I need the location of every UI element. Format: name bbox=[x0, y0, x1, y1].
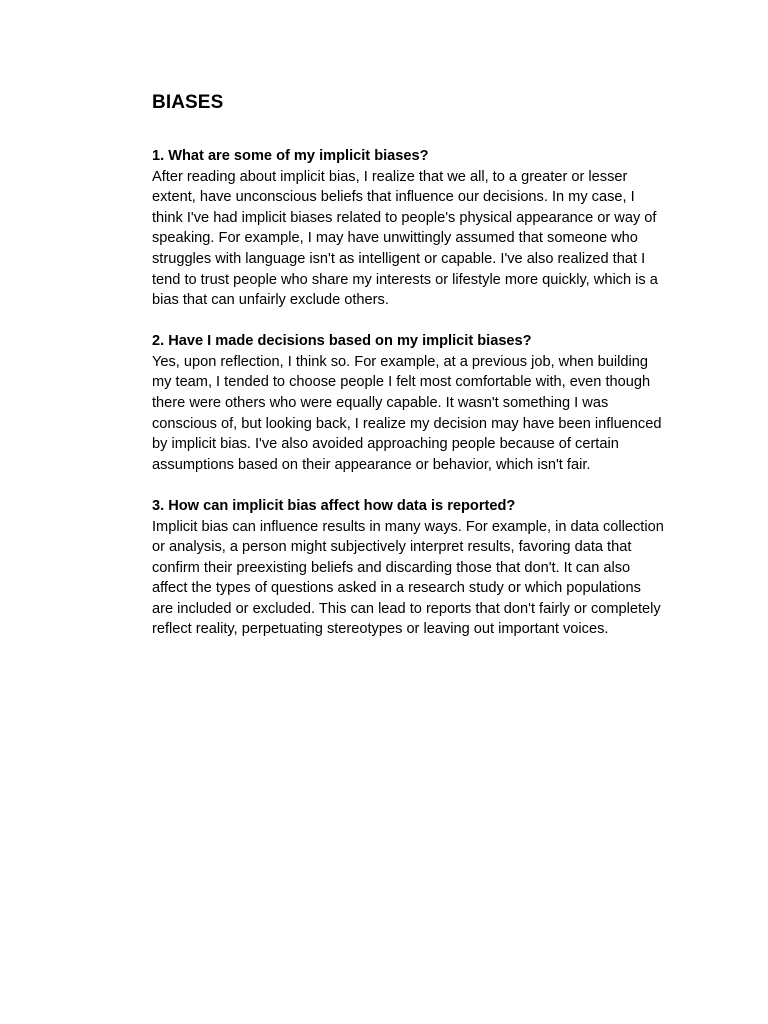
section-question: 1. What are some of my implicit biases? bbox=[152, 148, 429, 164]
section-question: 3. How can implicit bias affect how data is reported? bbox=[152, 497, 516, 514]
section-1 bbox=[152, 146, 664, 311]
document-title: BIASES bbox=[152, 92, 224, 113]
document-page bbox=[152, 90, 664, 661]
section-3 bbox=[152, 496, 664, 640]
section-question: 2. Have I made decisions based on my implicit biases? bbox=[152, 333, 532, 350]
section-answer: Yes, upon reflection, I think so. For example, at a previous job, when building my team, I tended to choose people I felt most comfortable with, even though there were others who were equally capable. It wasn't something I was conscious of, but looking back, I realize my decision may have been influenced by implicit bias. I've also avoided approaching people because of certain assumptions based on their appearance or behavior, which isn't fair. bbox=[152, 353, 662, 473]
section-answer: After reading about implicit bias, I realize that we all, to a greater or lesser extent, have unconscious beliefs that influence our decisions. In my case, I think I've had implicit biases related to people's physical appearance or way of speaking. For example, I may have unwittingly assumed that someone who struggles with language isn't as intelligent or capable. I've also realized that I tend to trust people who share my interests or lifestyle more quickly, which is a bias that can unfairly exclude others. bbox=[152, 168, 658, 309]
section-answer: Implicit bias can influence results in many ways. For example, in data collection or analysis, a person might subjectively interpret results, favoring data that confirm their preexisting beliefs and discarding those that don't. It can also affect the types of questions asked in a research study or which populations are included or excluded. This can lead to reports that don't fairly or completely reflect reality, perpetuating stereotypes or leaving out important voices. bbox=[152, 518, 664, 638]
section-2 bbox=[152, 331, 664, 475]
